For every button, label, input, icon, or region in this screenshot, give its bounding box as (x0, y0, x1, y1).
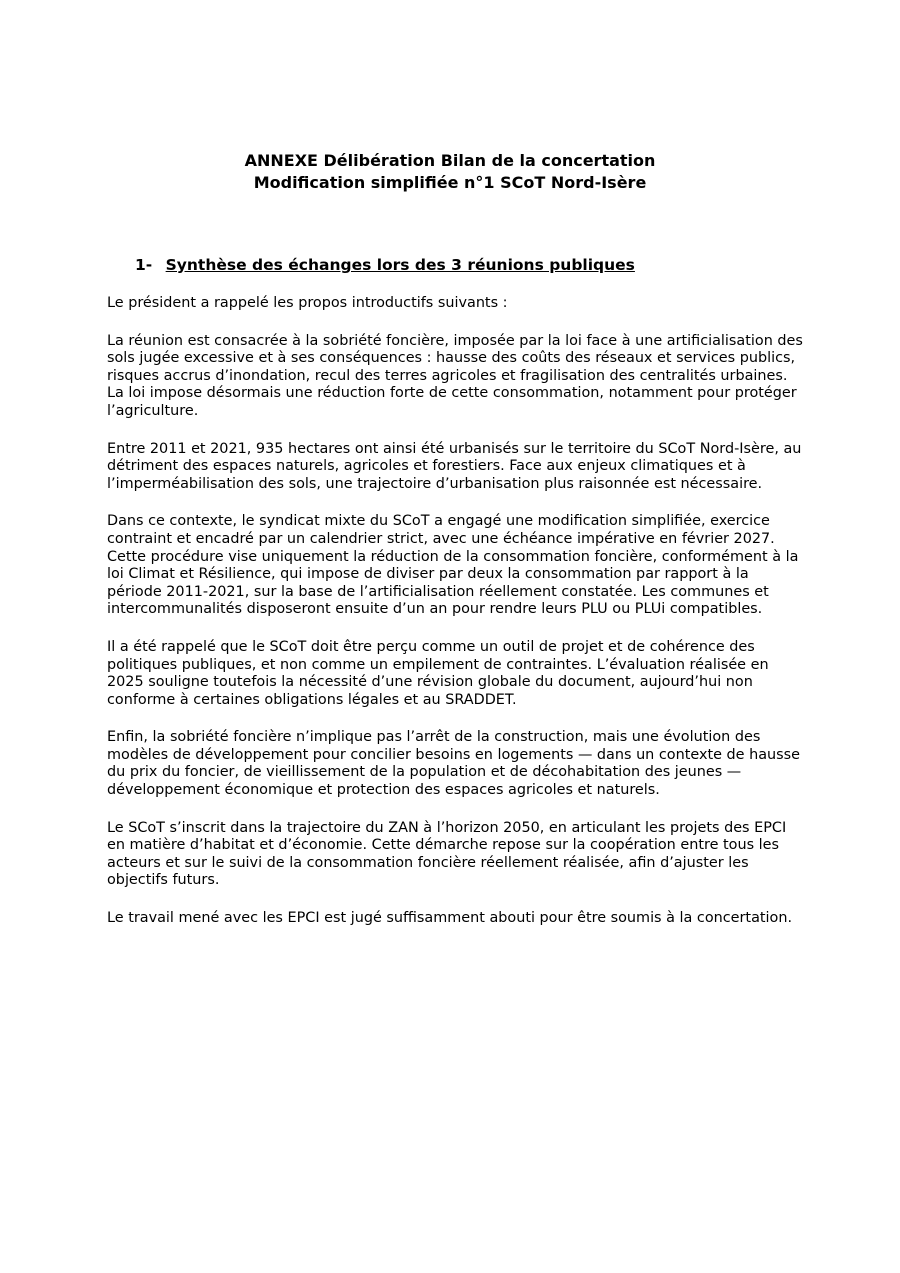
paragraph-contexte: Dans ce contexte, le syndicat mixte du SCoT a engagé une modification simplifiée, exercice contraint et encadré par un calendrier strict, avec une échéance impérative en février 2027. Cette procédure vise uniquement la réduction de la consommation foncière, conformément à la loi Climat et Résilience, qui impose de diviser par deux la consommation par rapport à la période 2011-2021, sur la base de l’artificialisation réellement constatée. Les communes et intercommunalités disposeront ensuite d’un an pour rendre leurs PLU ou PLUi compatibles. (107, 513, 799, 618)
paragraph-conclusion: Le travail mené avec les EPCI est jugé suffisamment abouti pour être soumis à la concertation. (107, 910, 793, 927)
paragraph-sobriete: La réunion est consacrée à la sobriété foncière, imposée par la loi face à une artificialisation des sols jugée excessive et à ses conséquences : hausse des coûts des réseaux et services publics, risques accrus d’inondation, recul des terres agricoles et fragilisation des centralités urbaines. La loi impose désormais une réduction forte de cette consommation, notamment pour protéger l’agriculture. (107, 332, 803, 419)
paragraph-construction: Enfin, la sobriété foncière n’implique pas l’arrêt de la construction, mais une évolution des modèles de développement pour concilier besoins en logements — dans un contexte de hausse du prix du foncier, de vieillissement de la population et de décohabitation des jeunes — développement économique et protection des espaces agricoles et naturels. (107, 729, 801, 799)
paragraph-zan: Le SCoT s’inscrit dans la trajectoire du ZAN à l’horizon 2050, en articulant les projets des EPCI en matière d’habitat et d’économie. Cette démarche repose sur la coopération entre tous les acteurs et sur le suivi de la consommation foncière réellement réalisée, afin d’ajuster les objectifs futurs. (107, 819, 787, 889)
section-title: Synthèse des échanges lors des 3 réunions publiques (165, 256, 635, 274)
paragraph-urbanisation: Entre 2011 et 2021, 935 hectares ont ainsi été urbanisés sur le territoire du SCoT Nord-Isère, au détriment des espaces naturels, agricoles et forestiers. Face aux enjeux climatiques et à l’imperméabilisation des sols, une trajectoire d’urbanisation plus raisonnée est nécessaire. (107, 440, 802, 492)
document-title (0, 150, 900, 194)
section-number: 1- (135, 256, 153, 274)
title-line-2: Modification simplifiée n°1 SCoT Nord-Isère (253, 173, 647, 192)
body-text (107, 295, 803, 948)
section-heading (135, 254, 635, 276)
paragraph-outil-projet: Il a été rappelé que le SCoT doit être perçu comme un outil de projet et de cohérence des politiques publiques, et non comme un empilement de contraintes. L’évaluation réalisée en 2025 souligne toutefois la nécessité d’une révision globale du document, aujourd’hui non conforme à certaines obligations légales et au SRADDET. (107, 638, 769, 708)
title-line-1: ANNEXE Délibération Bilan de la concertation (244, 151, 656, 170)
paragraph-intro: Le président a rappelé les propos introductifs suivants : (107, 295, 508, 311)
